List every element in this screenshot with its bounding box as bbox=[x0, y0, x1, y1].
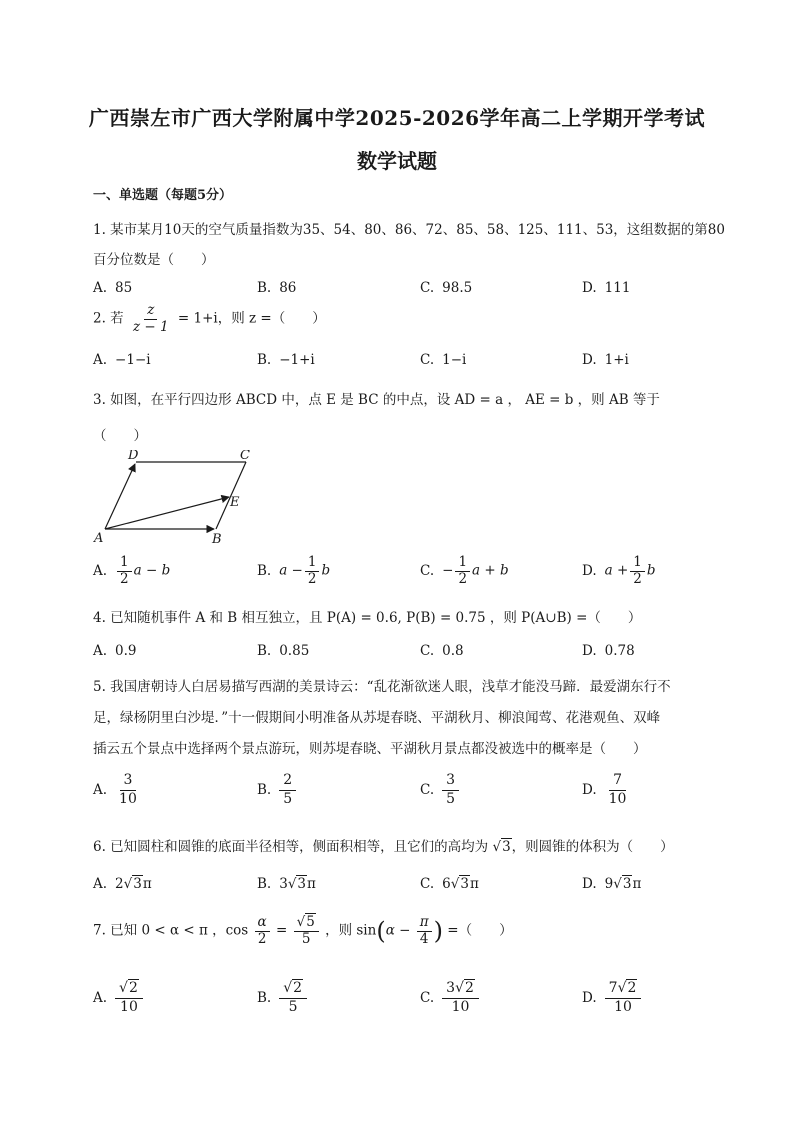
q5-option-a: A. $\frac{3}{10}$ bbox=[93, 772, 137, 807]
q3-option-d: D. a + $\frac{1}{2}$ b bbox=[582, 554, 656, 587]
q2-option-c: C. 1−i bbox=[420, 352, 467, 368]
q4-option-c: C. 0.8 bbox=[420, 643, 464, 659]
q1-option-c: C. 98.5 bbox=[420, 280, 473, 296]
label-a: A bbox=[94, 531, 104, 546]
q4-option-b: B. 0.85 bbox=[257, 643, 310, 659]
q1-option-a: A. 85 bbox=[93, 280, 133, 296]
label-c: C bbox=[240, 450, 250, 463]
q5-option-d: D. $\frac{7}{10}$ bbox=[582, 772, 627, 807]
q4-option-a: A. 0.9 bbox=[93, 643, 137, 659]
q6-option-a: A. 2√3π bbox=[93, 876, 152, 892]
q3-option-a: A. $\frac{1}{2}$ a − b bbox=[93, 554, 171, 587]
parallelogram-figure bbox=[90, 450, 260, 550]
q3-option-c: C. − $\frac{1}{2}$ a + b bbox=[420, 554, 509, 587]
q3-option-b: B. a − $\frac{1}{2}$ b bbox=[257, 554, 331, 587]
q1-stem-line2: 百分位数是（ ） bbox=[93, 252, 215, 268]
q1-option-b: B. 86 bbox=[257, 280, 297, 296]
q5-stem-line2: 足，绿杨阴里白沙堤．”十一假期间小明准备从苏堤春晓、平湖秋月、柳浪闻莺、花港观鱼、双峰 bbox=[93, 710, 661, 726]
q2-option-d: D. 1+i bbox=[582, 352, 629, 368]
q3-stem-line2: （ ） bbox=[93, 428, 147, 444]
q2-stem: 2. 若 $\frac{z}{z - 1}$ = 1+i，则 z =（ ） bbox=[93, 302, 326, 335]
q6-option-b: B. 3√3π bbox=[257, 876, 316, 892]
section-heading: 一、单选题（每题5分） bbox=[93, 188, 233, 203]
q7-stem: 7. 已知 0 < α < π ，cos $\frac{\alpha}{2}$ = $\frac{√5}{5}$ ，则 sin(α − $\frac{\pi}{4}$ ) =（ ） bbox=[93, 914, 513, 947]
q1-option-d: D. 111 bbox=[582, 280, 631, 296]
q4-option-d: D. 0.78 bbox=[582, 643, 635, 659]
q5-stem-line1: 5. 我国唐朝诗人白居易描写西湖的美景诗云：“乱花渐欲迷人眼，浅草才能没马蹄．最爱湖东行不 bbox=[93, 679, 671, 695]
label-b: B bbox=[212, 532, 222, 547]
q2-option-a: A. −1−i bbox=[93, 352, 151, 368]
label-d: D bbox=[128, 450, 139, 463]
q7-option-a: A. $\frac{√2}{10}$ bbox=[93, 980, 143, 1016]
q3-stem-line1: 3. 如图，在平行四边形 ABCD 中，点 E 是 BC 的中点，设 AD = a ， AE = b ，则 AB 等于 bbox=[93, 392, 660, 408]
q2-fraction: $\frac{z}{z - 1}$ bbox=[132, 302, 169, 335]
q2-option-b: B. −1+i bbox=[257, 352, 315, 368]
exam-subtitle: 数学试题 bbox=[357, 149, 437, 173]
exam-title: 广西崇左市广西大学附属中学2025-2026学年高二上学期开学考试 bbox=[88, 106, 706, 130]
q4-stem: 4. 已知随机事件 A 和 B 相互独立，且 P(A) = 0.6, P(B) = 0.75 ，则 P(A∪B) =（ ） bbox=[93, 610, 642, 626]
q5-option-c: C. $\frac{3}{5}$ bbox=[420, 772, 459, 808]
q7-option-d: D. $\frac{7√2}{10}$ bbox=[582, 980, 641, 1016]
q6-option-d: D. 9√3π bbox=[582, 876, 642, 892]
q6-stem: 6. 已知圆柱和圆锥的底面半径相等，侧面积相等，且它们的高均为 √3，则圆锥的体积为（ ） bbox=[93, 839, 674, 855]
q7-option-c: C. $\frac{3√2}{10}$ bbox=[420, 980, 479, 1016]
label-e: E bbox=[230, 495, 240, 510]
q6-option-c: C. 6√3π bbox=[420, 876, 479, 892]
q1-stem-line1: 1. 某市某月10天的空气质量指数为35、54、80、86、72、85、58、125、111、53，这组数据的第80 bbox=[93, 222, 725, 238]
q7-option-b: B. $\frac{√2}{5}$ bbox=[257, 980, 307, 1016]
q5-stem-line3: 插云五个景点中选择两个景点游玩，则苏堤春晓、平湖秋月景点都没被选中的概率是（ ） bbox=[93, 741, 647, 757]
q5-option-b: B. $\frac{2}{5}$ bbox=[257, 772, 296, 808]
